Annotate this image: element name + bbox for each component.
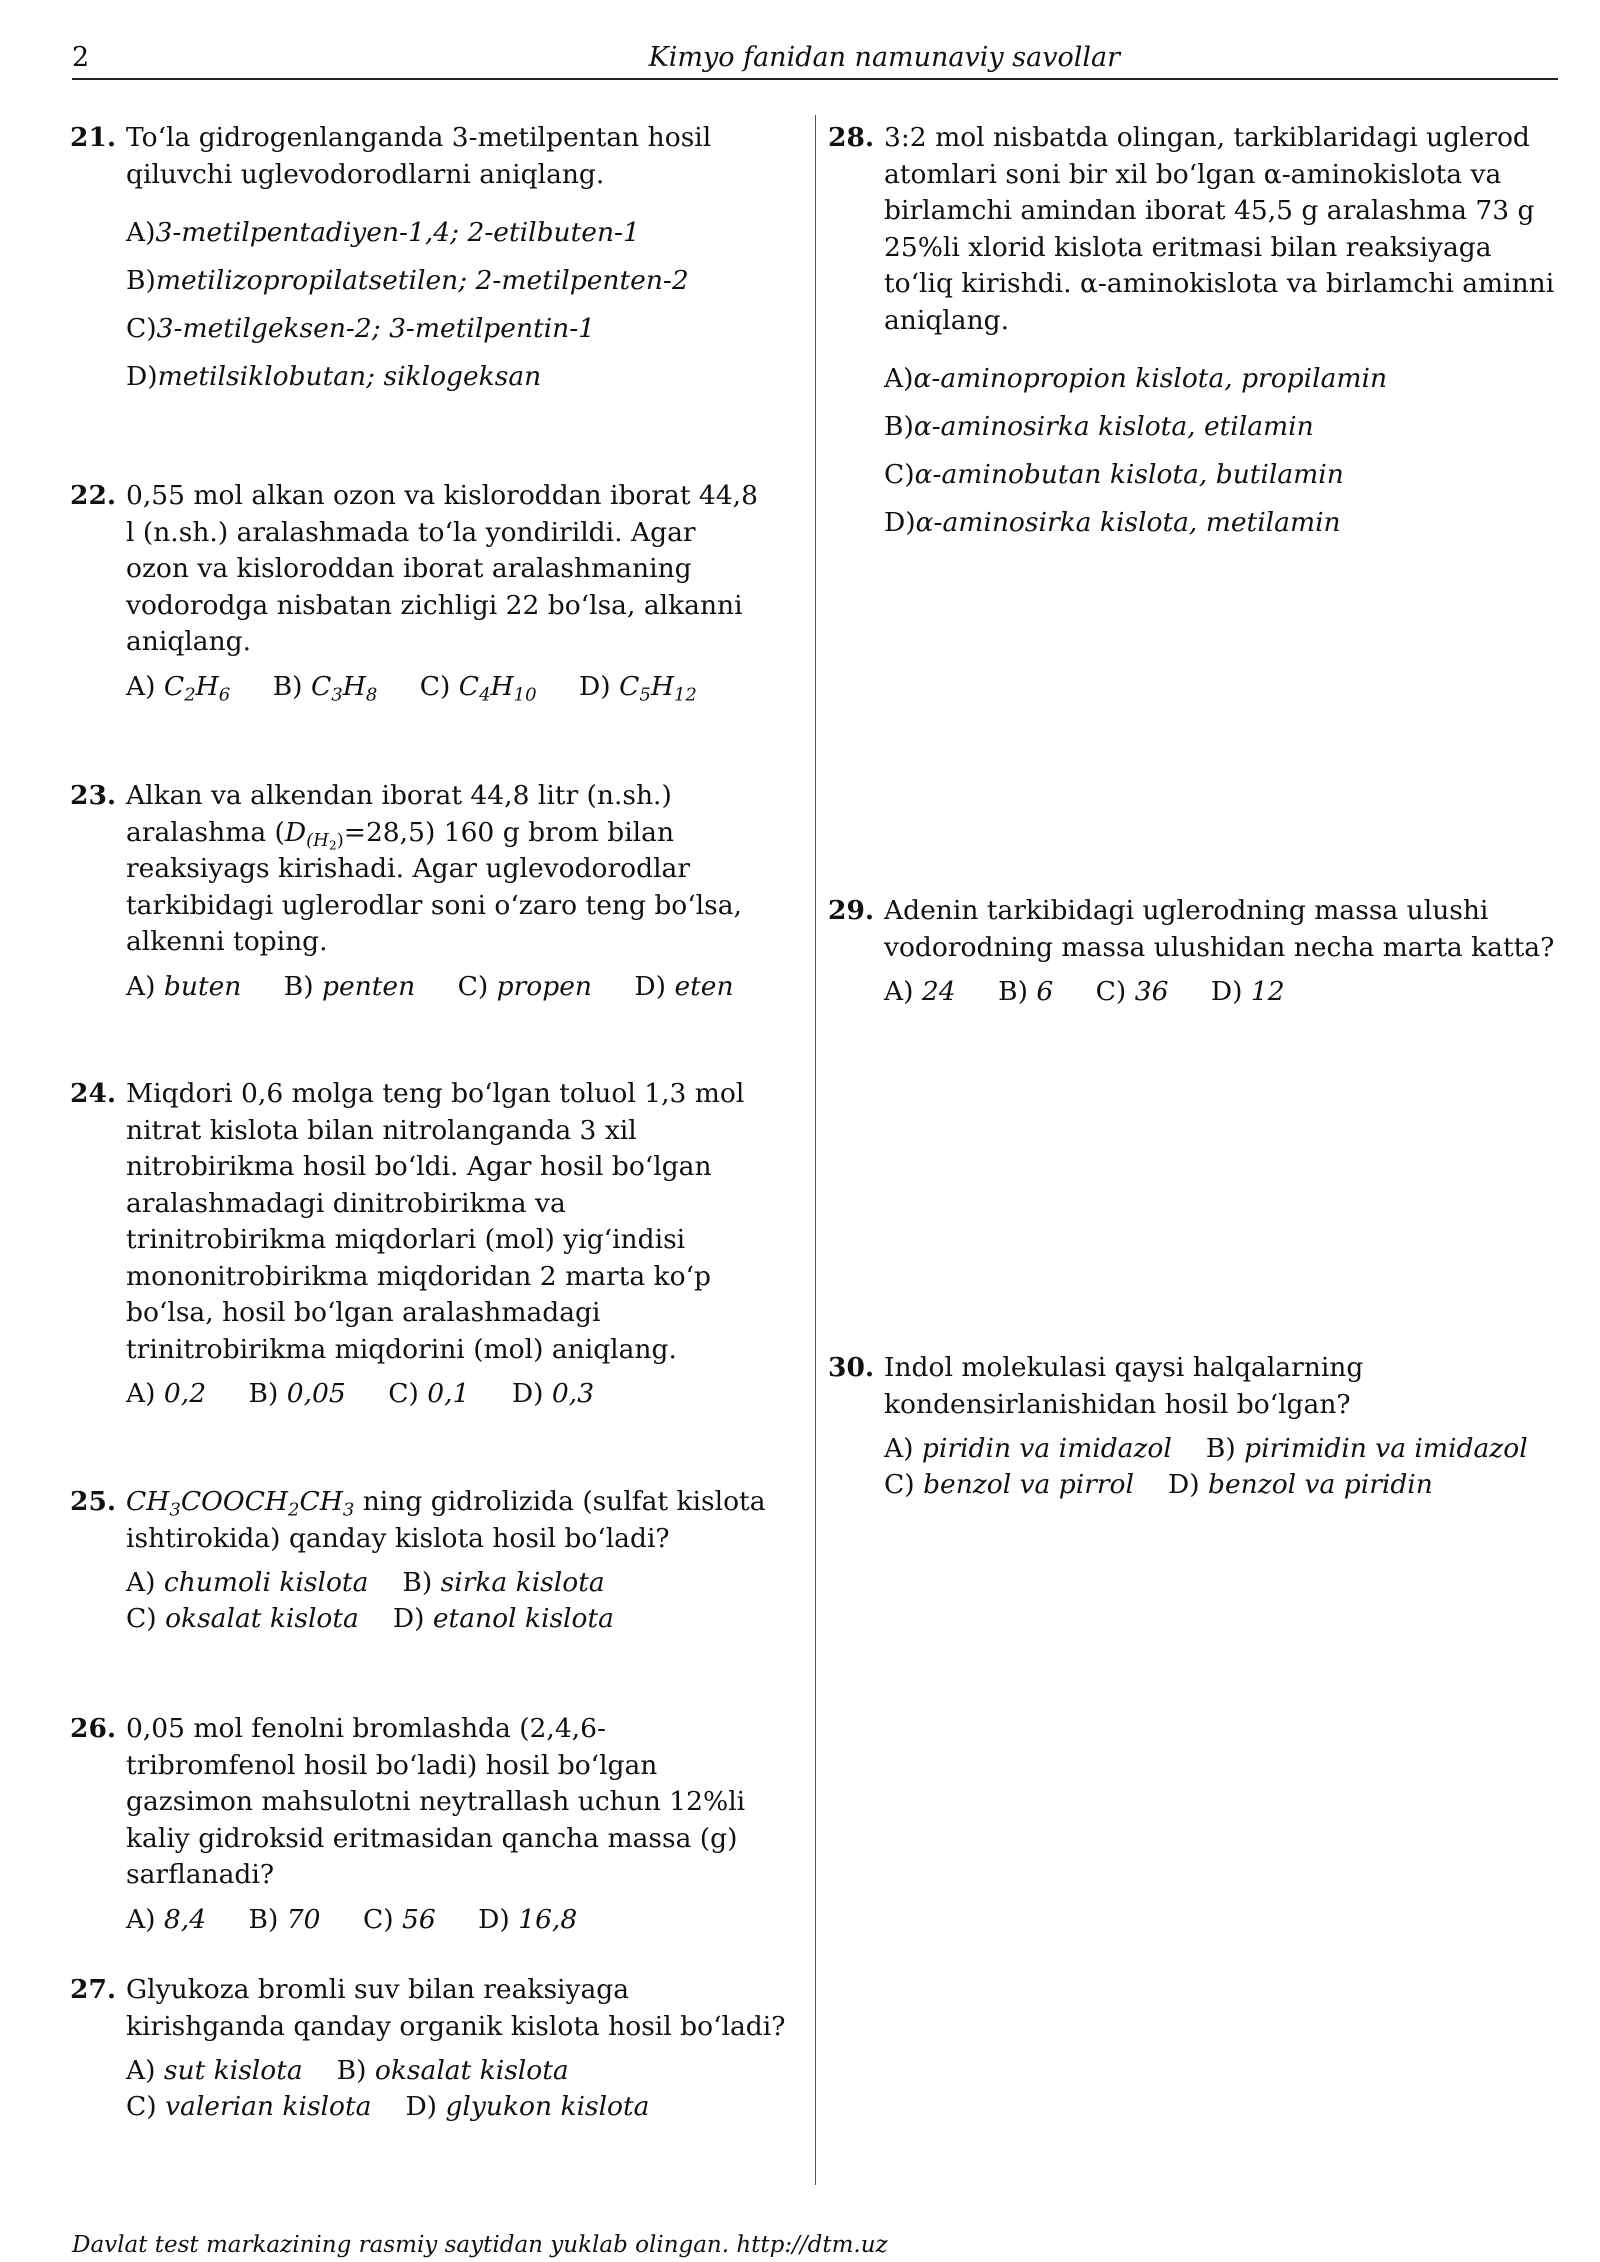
question-27 bbox=[70, 1972, 786, 2125]
option-letter: B) bbox=[272, 670, 303, 702]
option-b[interactable] bbox=[126, 257, 786, 305]
option-c[interactable] bbox=[884, 451, 1564, 499]
option-text: 0,05 bbox=[286, 1378, 346, 1409]
option-a[interactable] bbox=[126, 2055, 303, 2086]
option-text: α-aminopropion kislota, propilamin bbox=[913, 363, 1388, 394]
option-letter: B) bbox=[248, 1378, 279, 1409]
option-b[interactable] bbox=[284, 971, 415, 1002]
option-c[interactable] bbox=[458, 971, 592, 1002]
option-text: propen bbox=[496, 970, 592, 1002]
option-d[interactable] bbox=[478, 1904, 577, 1935]
option-text: glyukon kislota bbox=[445, 2091, 650, 2122]
option-letter: A) bbox=[126, 970, 156, 1002]
question-stem: Alkan va alkendan iborat 44,8 litr (n.sh.) aralashma $(D_{(H_2)}=28,5)$ 160 g brom bilan reaksiyags kirishadi. Agar uglevodorodlar tarkibidagi uglerodlar soni o‘zaro teng bo‘lsa, alkenni toping. bbox=[126, 780, 742, 957]
option-a[interactable] bbox=[126, 670, 231, 705]
option-b[interactable] bbox=[249, 1378, 346, 1409]
option-text: oksalat kislota bbox=[374, 2055, 569, 2086]
question-23 bbox=[70, 778, 756, 1005]
question-25 bbox=[70, 1484, 786, 1637]
option-b[interactable] bbox=[1206, 1433, 1528, 1464]
option-c[interactable] bbox=[884, 1469, 1134, 1500]
option-formula: $C_4H_{10}$ bbox=[458, 670, 537, 705]
option-letter: B) bbox=[126, 265, 156, 296]
option-letter: A) bbox=[884, 976, 914, 1007]
option-letter: D) bbox=[478, 1903, 510, 1935]
option-text: 6 bbox=[1036, 976, 1054, 1007]
option-letter: A) bbox=[126, 217, 156, 248]
option-a[interactable] bbox=[126, 1904, 206, 1935]
option-letter: B) bbox=[283, 970, 314, 1002]
question-24 bbox=[70, 1076, 756, 1412]
option-list bbox=[884, 1431, 1564, 1503]
question-number: 23. bbox=[70, 780, 117, 811]
option-text: 0,3 bbox=[551, 1378, 595, 1409]
option-letter: A) bbox=[126, 1378, 156, 1409]
option-d[interactable] bbox=[884, 499, 1564, 547]
option-text: sut kislota bbox=[163, 2055, 303, 2086]
option-text: benzol va pirrol bbox=[923, 1469, 1134, 1500]
option-letter: C) bbox=[388, 1378, 419, 1409]
option-d[interactable] bbox=[579, 670, 697, 705]
option-d[interactable] bbox=[126, 353, 786, 401]
question-stem: Indol molekulasi qaysi halqalarning kondensirlanishidan hosil bo‘lgan? bbox=[884, 1352, 1364, 1420]
option-d[interactable] bbox=[1168, 1469, 1433, 1500]
option-text: 12 bbox=[1250, 976, 1285, 1007]
question-29 bbox=[828, 893, 1564, 1010]
option-letter: C) bbox=[419, 670, 451, 702]
question-stem: Miqdori 0,6 molga teng bo‘lgan toluol 1,3 mol nitrat kislota bilan nitrolanganda 3 xil nitrobirikma hosil bo‘ldi. Agar hosil bo‘lgan aralashmadagi dinitrobirikma va trinitrobirikma miqdorlari (mol) yig‘indisi mononitrobirikma miqdoridan 2 marta ko‘p bo‘lsa, hosil bo‘lgan aralashmadagi trinitrobirikma miqdorini (mol) aniqlang. bbox=[126, 1078, 745, 1365]
question-stem: $CH_3COOCH_2CH_3$ ning gidrolizida (sulfat kislota ishtirokida) qanday kislota hosil bo‘ladi? bbox=[126, 1486, 766, 1554]
option-a[interactable] bbox=[126, 971, 241, 1002]
footer-source-note: Davlat test markazining rasmiy saytidan yuklab olingan. http://dtm.uz bbox=[72, 2232, 888, 2258]
option-c[interactable] bbox=[419, 670, 537, 705]
option-text: 36 bbox=[1134, 976, 1169, 1007]
option-text: α-aminosirka kislota, etilamin bbox=[913, 411, 1314, 442]
option-text: metilsiklobutan; siklogeksan bbox=[157, 361, 542, 392]
option-text: etanol kislota bbox=[432, 1603, 614, 1634]
option-letter: A) bbox=[884, 363, 914, 394]
option-letter: C) bbox=[126, 313, 157, 344]
option-letter: B) bbox=[1205, 1433, 1236, 1464]
option-b[interactable] bbox=[402, 1567, 604, 1598]
option-text: 24 bbox=[921, 976, 956, 1007]
option-a[interactable] bbox=[126, 1378, 206, 1409]
option-letter: C) bbox=[457, 970, 489, 1002]
option-letter: C) bbox=[126, 1603, 157, 1634]
option-c[interactable] bbox=[363, 1904, 436, 1935]
option-list bbox=[126, 1565, 786, 1637]
option-list bbox=[884, 355, 1564, 547]
option-text: metilizopropilatsetilen; 2-metilpenten-2 bbox=[155, 265, 689, 296]
option-letter: A) bbox=[126, 2055, 156, 2086]
option-letter: D) bbox=[392, 1603, 425, 1634]
question-number: 28. bbox=[828, 122, 875, 153]
question-number: 26. bbox=[70, 1713, 117, 1744]
option-c[interactable] bbox=[126, 2091, 371, 2122]
option-letter: D) bbox=[884, 507, 916, 538]
option-text: 0,1 bbox=[427, 1378, 470, 1409]
question-number: 24. bbox=[70, 1078, 117, 1109]
option-b[interactable] bbox=[272, 670, 378, 705]
question-stem: 3:2 mol nisbatda olingan, tarkiblaridagi uglerod atomlari soni bir xil bo‘lgan α-aminokislota va birlamchi amindan iborat 45,5 g aralashma 73 g 25%li xlorid kislota eritmasi bilan reaksiyaga to‘liq kirishdi. α-aminokislota va birlamchi aminni aniqlang. bbox=[884, 122, 1555, 336]
question-number: 22. bbox=[70, 480, 117, 511]
option-text: 3-metilgeksen-2; 3-metilpentin-1 bbox=[156, 313, 596, 344]
option-a[interactable] bbox=[884, 355, 1564, 403]
option-letter: A) bbox=[126, 670, 156, 702]
option-c[interactable] bbox=[388, 1378, 469, 1409]
option-letter: A) bbox=[126, 1903, 156, 1935]
question-number: 25. bbox=[70, 1486, 117, 1517]
option-letter: A) bbox=[126, 1567, 156, 1598]
option-letter: B) bbox=[884, 411, 914, 442]
option-text: 16,8 bbox=[518, 1903, 578, 1935]
question-stem: Glyukoza bromli suv bilan reaksiyaga kirishganda qanday organik kislota hosil bo‘ladi? bbox=[126, 1974, 786, 2042]
option-b[interactable] bbox=[998, 976, 1053, 1007]
option-letter: C) bbox=[362, 1903, 394, 1935]
question-number: 21. bbox=[70, 122, 117, 153]
option-text: 56 bbox=[402, 1903, 436, 1935]
option-text: penten bbox=[322, 970, 416, 1002]
option-letter: C) bbox=[884, 1469, 915, 1500]
option-b[interactable] bbox=[337, 2055, 569, 2086]
option-a[interactable] bbox=[884, 1433, 1172, 1464]
option-a[interactable] bbox=[126, 1567, 368, 1598]
header-title: Kimyo fanidan namunaviy savollar bbox=[648, 42, 1120, 73]
option-formula: $C_5H_{12}$ bbox=[619, 670, 697, 705]
option-a[interactable] bbox=[884, 976, 956, 1007]
option-text: pirimidin va imidazol bbox=[1244, 1433, 1528, 1464]
option-text: α-aminobutan kislota, butilamin bbox=[914, 459, 1344, 490]
option-text: buten bbox=[163, 970, 242, 1002]
question-stem: Adenin tarkibidagi uglerodning massa ulushi vodorodning massa ulushidan necha marta katta? bbox=[884, 895, 1555, 963]
option-text: oksalat kislota bbox=[165, 1603, 359, 1634]
option-text: 3-metilpentadiyen-1,4; 2-etilbuten-1 bbox=[155, 217, 640, 248]
option-b[interactable] bbox=[249, 1904, 321, 1935]
option-letter: C) bbox=[884, 459, 915, 490]
option-d[interactable] bbox=[634, 971, 733, 1002]
question-21 bbox=[70, 120, 786, 401]
option-text: chumoli kislota bbox=[163, 1567, 369, 1598]
option-text: valerian kislota bbox=[165, 2091, 372, 2122]
option-b[interactable] bbox=[884, 403, 1564, 451]
option-letter: B) bbox=[402, 1567, 433, 1598]
option-list bbox=[126, 1902, 756, 1938]
question-number: 27. bbox=[70, 1974, 117, 2005]
option-letter: D) bbox=[1168, 1469, 1200, 1500]
question-stem: 0,55 mol alkan ozon va kisloroddan iborat 44,8 l (n.sh.) aralashmada to‘la yondirildi. Agar ozon va kisloroddan iborat aralashmaning vodorodga nisbatan zichligi 22 bo‘lsa, alkanni aniqlang. bbox=[126, 480, 758, 657]
option-text: 70 bbox=[286, 1903, 321, 1935]
column-divider bbox=[815, 115, 816, 2185]
option-d[interactable] bbox=[1211, 976, 1285, 1007]
option-text: benzol va piridin bbox=[1208, 1469, 1433, 1500]
question-stem: To‘la gidrogenlanganda 3-metilpentan hosil qiluvchi uglevodorodlarni aniqlang. bbox=[126, 122, 712, 190]
option-text: 0,2 bbox=[163, 1378, 207, 1409]
option-letter: D) bbox=[126, 361, 158, 392]
option-d[interactable] bbox=[393, 1603, 614, 1634]
option-formula: $C_3H_8$ bbox=[310, 670, 378, 705]
question-number: 29. bbox=[828, 895, 875, 926]
question-22 bbox=[70, 478, 766, 705]
option-d[interactable] bbox=[405, 2091, 649, 2122]
option-letter: B) bbox=[336, 2055, 367, 2086]
option-d[interactable] bbox=[512, 1378, 594, 1409]
option-list bbox=[126, 209, 786, 401]
option-list bbox=[126, 669, 766, 705]
question-28 bbox=[828, 120, 1564, 547]
option-text: 8,4 bbox=[163, 1903, 207, 1935]
option-letter: D) bbox=[1210, 976, 1243, 1007]
option-letter: C) bbox=[126, 2091, 157, 2122]
question-30 bbox=[828, 1350, 1564, 1503]
option-letter: B) bbox=[248, 1903, 279, 1935]
option-list bbox=[126, 2053, 786, 2125]
option-text: piridin va imidazol bbox=[921, 1433, 1172, 1464]
option-letter: B) bbox=[998, 976, 1028, 1007]
question-number: 30. bbox=[828, 1352, 875, 1383]
option-letter: D) bbox=[405, 2091, 438, 2122]
option-c[interactable] bbox=[1096, 976, 1169, 1007]
option-c[interactable] bbox=[126, 305, 786, 353]
page-number: 2 bbox=[72, 42, 90, 73]
option-letter: D) bbox=[579, 670, 611, 702]
option-c[interactable] bbox=[126, 1603, 359, 1634]
option-list bbox=[126, 969, 756, 1005]
option-letter: C) bbox=[1095, 976, 1127, 1007]
option-letter: D) bbox=[511, 1378, 544, 1409]
question-26 bbox=[70, 1711, 756, 1938]
option-formula: $C_2H_6$ bbox=[163, 670, 231, 705]
option-text: eten bbox=[674, 970, 734, 1002]
option-a[interactable] bbox=[126, 209, 786, 257]
option-list bbox=[884, 974, 1564, 1010]
option-letter: D) bbox=[634, 970, 667, 1002]
option-text: sirka kislota bbox=[440, 1567, 605, 1598]
option-text: α-aminosirka kislota, metilamin bbox=[915, 507, 1341, 538]
option-letter: A) bbox=[884, 1433, 914, 1464]
question-stem: 0,05 mol fenolni bromlashda (2,4,6-tribromfenol hosil bo‘ladi) hosil bo‘lgan gazsimon mahsulotni neytrallash uchun 12%li kaliy gidroksid eritmasidan qancha massa (g) sarflanadi? bbox=[126, 1713, 746, 1890]
header-rule bbox=[72, 78, 1558, 80]
ester-formula: $CH_3COOCH_2CH_3$ bbox=[126, 1486, 355, 1521]
option-list bbox=[126, 1376, 756, 1412]
